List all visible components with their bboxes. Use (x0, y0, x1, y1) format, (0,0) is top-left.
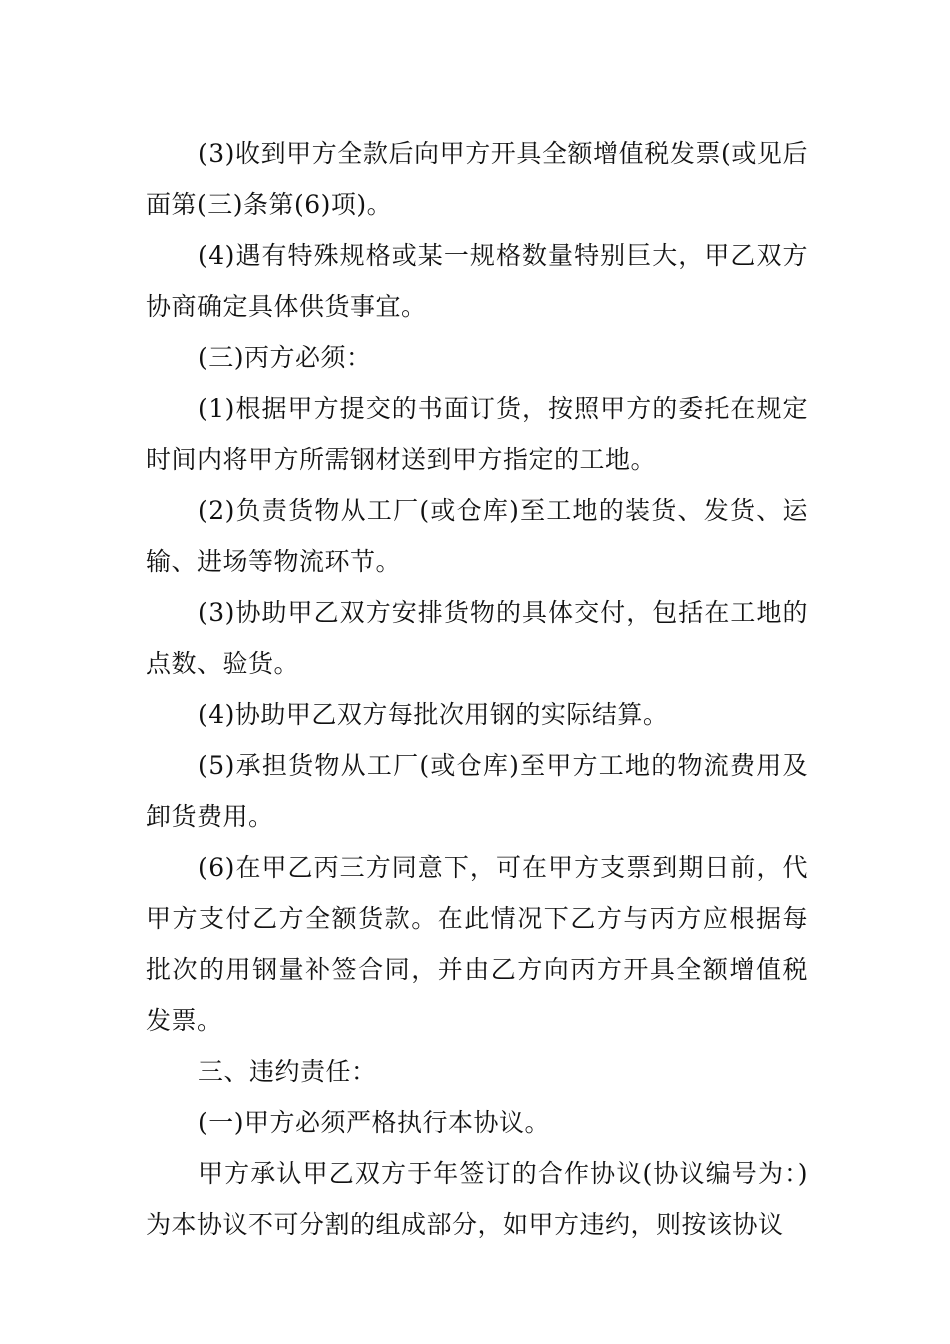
paragraph-special-specifications: (4)遇有特殊规格或某一规格数量特别巨大，甲乙双方协商确定具体供货事宜。 (146, 241, 808, 321)
paragraph-logistics-costs: (5)承担货物从工厂(或仓库)至甲方工地的物流费用及卸货费用。 (146, 751, 808, 831)
paragraph-settlement-assistance: (4)协助甲乙双方每批次用钢的实际结算。 (198, 700, 669, 729)
paragraph-party-a-compliance: (一)甲方必须严格执行本协议。 (198, 1108, 551, 1137)
paragraph-cooperation-agreement: 甲方承认甲乙双方于年签订的合作协议(协议编号为：)为本协议不可分割的组成部分，如甲方违约，则按该协议 (146, 1159, 808, 1239)
paragraph-delivery-assistance: (3)协助甲乙双方安排货物的具体交付，包括在工地的点数、验货。 (146, 598, 808, 678)
paragraph-delivery-to-site: (1)根据甲方提交的书面订货，按照甲方的委托在规定时间内将甲方所需钢材送到甲方指定的工地。 (146, 394, 808, 474)
paragraph-payment-on-behalf: (6)在甲乙丙三方同意下，可在甲方支票到期日前，代甲方支付乙方全额货款。在此情况下乙方与丙方应根据每批次的用钢量补签合同，并由乙方向丙方开具全额增值税发票。 (146, 853, 808, 1035)
section-heading-party-c-obligations: (三)丙方必须： (198, 343, 372, 372)
paragraph-logistics-responsibility: (2)负责货物从工厂(或仓库)至工地的装货、发货、运输、进场等物流环节。 (146, 496, 808, 576)
paragraph-invoice-issuance: (3)收到甲方全款后向甲方开具全额增值税发票(或见后面第(三)条第(6)项)。 (146, 139, 808, 219)
document-body (146, 128, 808, 1250)
section-heading-liability-for-breach: 三、违约责任： (198, 1057, 377, 1086)
